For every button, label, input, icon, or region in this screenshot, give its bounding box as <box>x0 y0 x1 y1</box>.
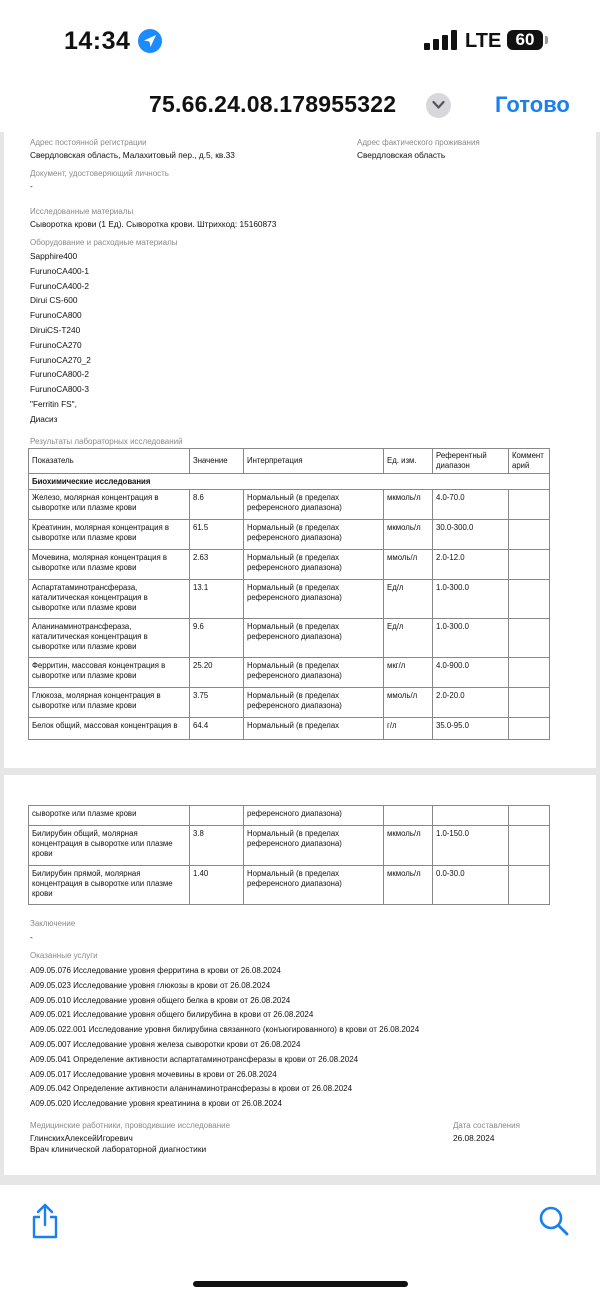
list-item: A09.05.021 Исследование уровня общего билирубина в крови от 26.08.2024 <box>30 1010 314 1020</box>
cell-comment <box>509 580 550 619</box>
list-item: Sapphire400 <box>30 251 78 261</box>
cell-comment <box>509 806 550 826</box>
cell-ref: 2.0-12.0 <box>433 550 509 580</box>
list-item: FurunoCA400-2 <box>30 280 90 291</box>
cell-name: Аспартатаминотрансфераза, каталитическая концентрация в сыворотке или плазме крови <box>29 580 190 619</box>
cell-comment <box>509 866 550 905</box>
cell-comment <box>509 718 550 740</box>
cell-unit <box>384 806 433 826</box>
list-item: "Ferritin FS", <box>30 398 77 409</box>
column-header: Референтный диапазон <box>433 449 509 474</box>
column-header: Значение <box>190 449 244 474</box>
cell-value: 3.75 <box>190 688 244 718</box>
materials-label: Исследованные материалы <box>30 207 134 216</box>
cell-value: 25.20 <box>190 658 244 688</box>
cell-name: Ферритин, массовая концентрация в сыворотке или плазме крови <box>29 658 190 688</box>
list-item: A09.05.042 Определение активности аланинаминотрансферазы в крови от 26.08.2024 <box>30 1084 353 1094</box>
table-row <box>29 580 550 619</box>
list-item: FurunoCA800-2 <box>30 369 90 380</box>
cell-unit: мкмоль/л <box>384 826 433 866</box>
fact-address-value: Свердловская область <box>357 150 446 160</box>
materials-value: Сыворотка крови (1 Ед). Сыворотка крови. Штрихкод: 15160873 <box>30 219 277 229</box>
cell-ref: 0.0-30.0 <box>433 866 509 905</box>
list-item: A09.05.017 Исследование уровня мочевины в крови от 26.08.2024 <box>30 1069 277 1079</box>
cell-interp: Нормальный (в пределах референсного диапазона) <box>244 866 384 905</box>
cell-interp: референсного диапазона) <box>244 806 384 826</box>
table-row <box>29 866 550 905</box>
cell-value: 1.40 <box>190 866 244 905</box>
cell-name: Креатинин, молярная концентрация в сыворотке или плазме крови <box>29 520 190 550</box>
cell-comment <box>509 619 550 658</box>
cell-name: Аланинаминотрансфераза, каталитическая концентрация в сыворотке или плазме крови <box>29 619 190 658</box>
document-viewer[interactable] <box>0 132 600 1185</box>
document-page-2 <box>4 775 596 1175</box>
results-table <box>28 448 550 740</box>
cell-name: Белок общий, массовая концентрация в <box>29 718 190 740</box>
cell-ref: 30.0-300.0 <box>433 520 509 550</box>
cell-interp: Нормальный (в пределах референсного диапазона) <box>244 550 384 580</box>
cell-ref: 35.0-95.0 <box>433 718 509 740</box>
cell-interp: Нормальный (в пределах референсного диапазона) <box>244 619 384 658</box>
column-header: Коммент арий <box>509 449 550 474</box>
cell-value: 61.5 <box>190 520 244 550</box>
cell-name: Билирубин прямой, молярная концентрация в сыворотке или плазме крови <box>29 866 190 905</box>
services-list <box>30 964 419 1112</box>
list-item: FurunoCA800-3 <box>30 384 90 395</box>
table-row <box>29 826 550 866</box>
cell-comment <box>509 688 550 718</box>
column-header: Показатель <box>29 449 190 474</box>
viewer-header <box>0 80 600 132</box>
cell-interp: Нормальный (в пределах референсного диапазона) <box>244 520 384 550</box>
cell-ref: 1.0-300.0 <box>433 580 509 619</box>
cell-interp: Нормальный (в пределах референсного диапазона) <box>244 688 384 718</box>
cell-name: сыворотке или плазме крови <box>29 806 190 826</box>
done-button[interactable]: Готово <box>495 92 570 117</box>
status-bar <box>0 0 600 80</box>
chevron-down-icon[interactable] <box>426 93 451 118</box>
list-item: A09.05.020 Исследование уровня креатинина в крови от 26.08.2024 <box>30 1099 282 1109</box>
equipment-label: Оборудование и расходные материалы <box>30 238 178 247</box>
table-row <box>29 806 550 826</box>
list-item: FurunoCA800 <box>30 310 82 321</box>
list-item: Диасиз <box>30 413 58 424</box>
results-table-continued <box>28 805 550 905</box>
network-type: LTE <box>465 30 502 52</box>
cell-unit: мкг/л <box>384 658 433 688</box>
equipment-list <box>30 249 91 427</box>
fact-address-label: Адрес фактического проживания <box>357 138 480 147</box>
status-time: 14:34 <box>64 27 131 55</box>
section-header-row <box>29 474 550 490</box>
cell-unit: Ед/л <box>384 619 433 658</box>
staff-name: ГлинскихАлексейИгоревич <box>30 1133 133 1143</box>
cell-name: Мочевина, молярная концентрация в сыворотке или плазме крови <box>29 550 190 580</box>
cell-interp: Нормальный (в пределах референсного диапазона) <box>244 658 384 688</box>
battery-tip <box>545 36 548 44</box>
cell-ref: 4.0-900.0 <box>433 658 509 688</box>
cell-unit: мкмоль/л <box>384 490 433 520</box>
cell-value: 64.4 <box>190 718 244 740</box>
table-row <box>29 490 550 520</box>
cell-interp: Нормальный (в пределах <box>244 718 384 740</box>
reg-address-label: Адрес постоянной регистрации <box>30 138 147 147</box>
battery-icon: 60 <box>507 30 543 50</box>
date-value: 26.08.2024 <box>453 1133 495 1143</box>
list-item: A09.05.023 Исследование уровня глюкозы в крови от 26.08.2024 <box>30 980 271 990</box>
column-header: Ед. изм. <box>384 449 433 474</box>
list-item: A09.05.007 Исследование уровня железа сыворотки крови от 26.08.2024 <box>30 1039 301 1049</box>
table-row <box>29 550 550 580</box>
cell-ref: 1.0-150.0 <box>433 826 509 866</box>
cell-unit: г/л <box>384 718 433 740</box>
list-item: A09.05.076 Исследование уровня ферритина в крови от 26.08.2024 <box>30 966 281 975</box>
cell-unit: мкмоль/л <box>384 520 433 550</box>
cell-comment <box>509 658 550 688</box>
cell-ref <box>433 806 509 826</box>
table-row <box>29 619 550 658</box>
list-item: FurunoCA270_2 <box>30 354 91 365</box>
search-icon[interactable] <box>538 1205 570 1242</box>
cell-interp: Нормальный (в пределах референсного диапазона) <box>244 580 384 619</box>
staff-label: Медицинские работники, проводившие исследование <box>30 1121 231 1130</box>
list-item: DiruiCS-T240 <box>30 324 81 335</box>
cell-unit: Ед/л <box>384 580 433 619</box>
cell-ref: 1.0-300.0 <box>433 619 509 658</box>
cell-name: Железо, молярная концентрация в сыворотке или плазме крови <box>29 490 190 520</box>
list-item: A09.05.041 Определение активности аспартатаминотрансферазы в крови от 26.08.2024 <box>30 1054 359 1064</box>
cell-value: 13.1 <box>190 580 244 619</box>
id-doc-label: Документ, удостоверяющий личность <box>30 169 169 178</box>
cell-comment <box>509 520 550 550</box>
list-item: A09.05.022.001 Исследование уровня билирубина связанного (конъюгированного) в крови от 26.08.2024 <box>30 1025 420 1035</box>
cell-comment <box>509 550 550 580</box>
table-row <box>29 688 550 718</box>
cell-comment <box>509 826 550 866</box>
list-item: FurunoCA270 <box>30 339 82 350</box>
cell-name: Глюкоза, молярная концентрация в сыворотке или плазме крови <box>29 688 190 718</box>
conclusion-value: - <box>30 932 33 942</box>
reg-address-value: Свердловская область, Малахитовый пер., д.5, кв.33 <box>30 150 235 160</box>
document-page-1 <box>4 132 596 768</box>
column-header: Интерпретация <box>244 449 384 474</box>
cell-ref: 2.0-20.0 <box>433 688 509 718</box>
cell-value: 9.6 <box>190 619 244 658</box>
cell-interp: Нормальный (в пределах референсного диапазона) <box>244 826 384 866</box>
staff-role: Врач клинической лабораторной диагностики <box>30 1144 207 1154</box>
cellular-signal-icon <box>424 30 458 50</box>
table-row <box>29 658 550 688</box>
location-arrow-icon <box>138 29 162 53</box>
services-label: Оказанные услуги <box>30 951 98 960</box>
cell-unit: мкмоль/л <box>384 866 433 905</box>
list-item: FurunoCA400-1 <box>30 265 90 276</box>
cell-unit: ммоль/л <box>384 688 433 718</box>
table-header-row <box>29 449 550 474</box>
section-title: Биохимические исследования <box>29 474 550 490</box>
cell-interp: Нормальный (в пределах референсного диапазона) <box>244 490 384 520</box>
share-icon[interactable] <box>30 1203 60 1244</box>
home-indicator[interactable] <box>193 1281 408 1287</box>
cell-value: 3.8 <box>190 826 244 866</box>
cell-ref: 4.0-70.0 <box>433 490 509 520</box>
conclusion-label: Заключение <box>30 919 76 928</box>
cell-value: 2.63 <box>190 550 244 580</box>
date-label: Дата составления <box>453 1121 520 1130</box>
table-row <box>29 520 550 550</box>
table-row <box>29 718 550 740</box>
id-doc-value: - <box>30 181 33 191</box>
cell-name: Билирубин общий, молярная концентрация в сыворотке или плазме крови <box>29 826 190 866</box>
results-label: Результаты лабораторных исследований <box>30 437 183 446</box>
list-item: A09.05.010 Исследование уровня общего белка в крови от 26.08.2024 <box>30 995 291 1005</box>
cell-unit: ммоль/л <box>384 550 433 580</box>
document-title[interactable]: 75.66.24.08.178955322 <box>149 91 397 117</box>
cell-value: 8.6 <box>190 490 244 520</box>
cell-comment <box>509 490 550 520</box>
list-item: Dirui CS-600 <box>30 295 78 306</box>
cell-value <box>190 806 244 826</box>
